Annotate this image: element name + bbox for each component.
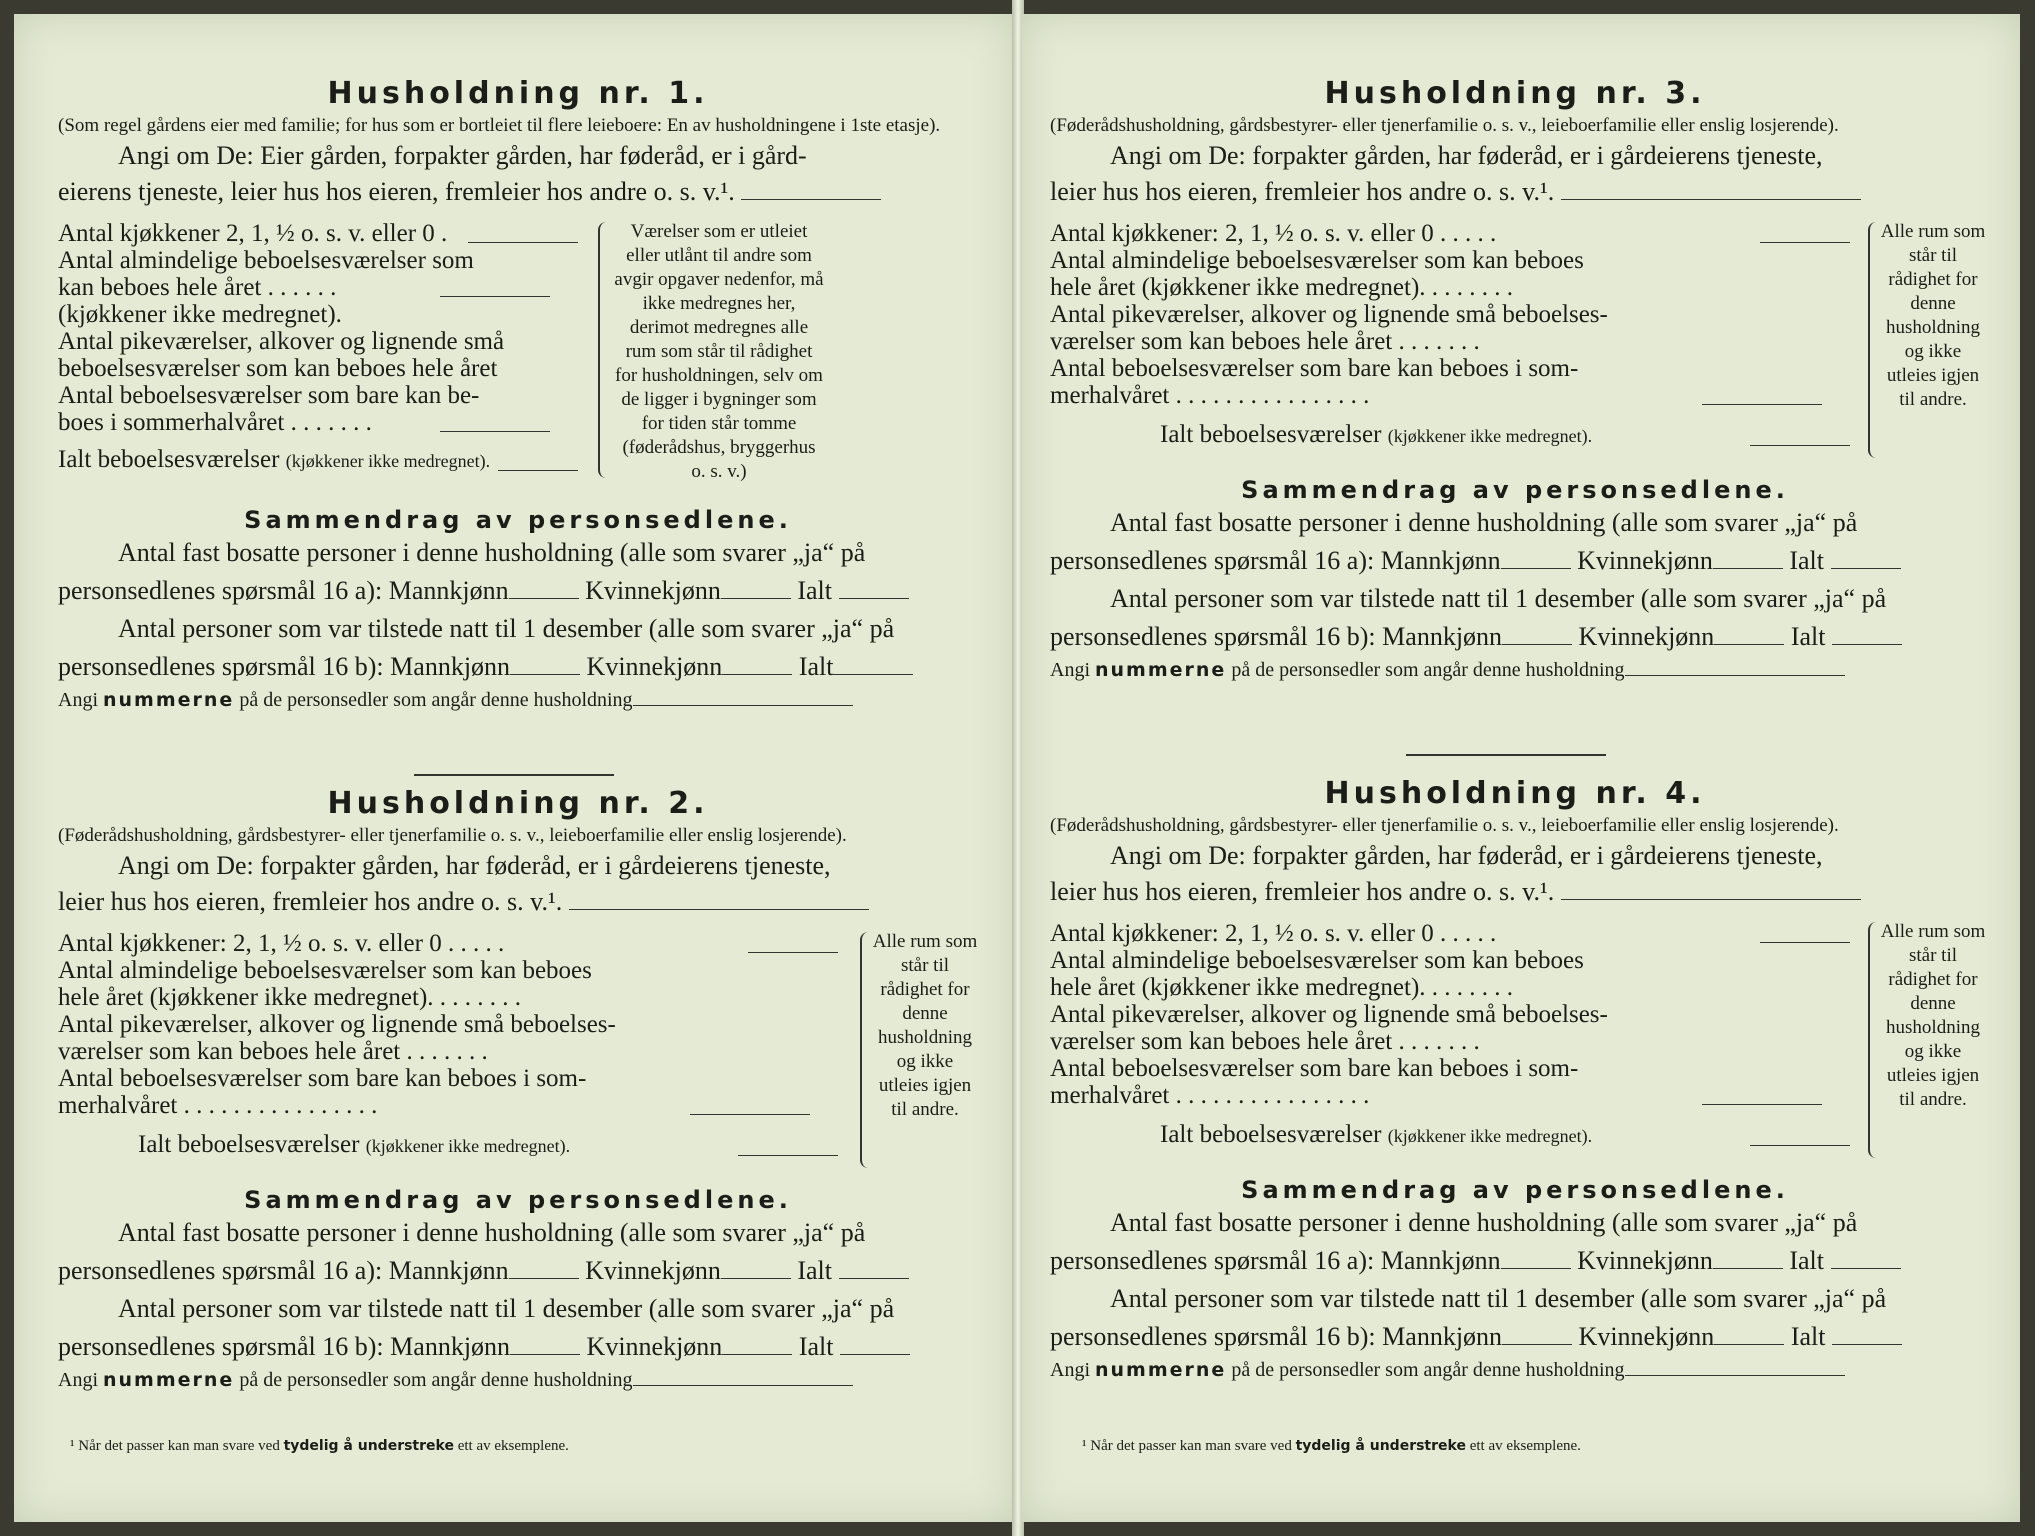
household-2 (58, 786, 978, 1394)
rooms-kitchens-line[interactable] (1760, 242, 1850, 243)
summary-resident-female-label: Kvinnekjønn (585, 1256, 721, 1285)
separator (1406, 754, 1606, 756)
summary-resident-total-label: Ialt (1789, 1246, 1825, 1275)
summary-present-intro: Antal personer som var tilstede natt til 1 desember (alle som svarer „ja“ på (1110, 1284, 1887, 1313)
nummer-bold: nummerne (1095, 1359, 1227, 1381)
angi-answer-line[interactable] (741, 199, 881, 200)
nummer-post: på de personsedler som angår denne husholdning (239, 689, 633, 711)
summary-present-male-label: personsedlenes spørsmål 16 b): Mannkjønn (58, 652, 511, 681)
resident-total-field[interactable] (839, 1278, 909, 1279)
rooms-small-1: Antal pikeværelser, alkover og lignende små beboelses- (1050, 301, 1608, 328)
angi-line-2: leier hus hos eieren, fremleier hos andre o. s. v.¹. (1050, 177, 1555, 206)
summary-resident-intro: Antal fast bosatte personer i denne husholdning (alle som svarer „ja“ på (1110, 1208, 1858, 1237)
angi-line-2: eierens tjeneste, leier hus hos eieren, fremleier hos andre o. s. v.¹. (58, 177, 735, 206)
nummer-post: på de personsedler som angår denne husholdning (1231, 1359, 1625, 1381)
footnote (1082, 1438, 1581, 1455)
household-title: Husholdning nr. 3. (1324, 76, 1706, 111)
rooms-total-line[interactable] (498, 470, 578, 471)
rooms-small-1: Antal pikeværelser, alkover og lignende små beboelses- (1050, 1001, 1608, 1028)
present-total-field[interactable] (840, 1354, 910, 1355)
resident-female-field[interactable] (1713, 1268, 1783, 1269)
side-note: Alle rum som står til rådighet for denne husholdning og ikke utleies igjen til andre. (1880, 921, 1986, 1110)
rooms-summer-line[interactable] (1702, 1104, 1822, 1105)
nummer-post: på de personsedler som angår denne husholdning (1231, 659, 1625, 681)
summary-present-total-label: Ialt (1790, 1322, 1826, 1351)
present-male-field[interactable] (510, 1354, 580, 1355)
summary-title: Sammendrag av personsedlene. (244, 506, 792, 534)
summary-resident-total-label: Ialt (797, 1256, 833, 1285)
resident-male-field[interactable] (1501, 568, 1571, 569)
summary-resident-male-label: personsedlenes spørsmål 16 a): Mannkjønn (58, 1256, 509, 1285)
household-3 (1050, 76, 1986, 684)
angi-line-1: Angi om De: forpakter gården, har føderåd, er i gårdeierens tjeneste, (1110, 141, 1823, 170)
summary-resident-male-label: personsedlenes spørsmål 16 a): Mannkjønn (1050, 546, 1501, 575)
summary-present-male-label: personsedlenes spørsmål 16 b): Mannkjønn (1050, 622, 1503, 651)
rooms-ordinary-1: Antal almindelige beboelsesværelser som (58, 247, 474, 274)
side-note: Alle rum som står til rådighet for denne husholdning og ikke utleies igjen til andre. (1880, 221, 1986, 410)
present-male-field[interactable] (1502, 644, 1572, 645)
resident-male-field[interactable] (509, 598, 579, 599)
nummer-field[interactable] (633, 1385, 853, 1386)
rooms-ordinary-2: hele året (kjøkkener ikke medregnet). . . . . . . . (58, 984, 522, 1011)
rooms-total-line[interactable] (1750, 445, 1850, 446)
rooms-small-1: Antal pikeværelser, alkover og lignende små (58, 328, 505, 355)
summary-present-female-label: Kvinnekjønn (1578, 1322, 1715, 1351)
resident-male-field[interactable] (1501, 1268, 1571, 1269)
nummer-line (1050, 1356, 1980, 1384)
angi-question (1050, 838, 1980, 910)
rooms-kitchens-label: Antal kjøkkener: 2, 1, ½ o. s. v. eller 0 . . . . . (1050, 920, 1497, 947)
summary-resident-intro: Antal fast bosatte personer i denne husholdning (alle som svarer „ja“ på (1110, 508, 1858, 537)
summary-present-total-label: Ialt (1790, 622, 1826, 651)
nummer-field[interactable] (633, 705, 853, 706)
rooms-summer-2-label: merhalvåret . . . . . . . . . . . . . . . . (58, 1092, 378, 1119)
resident-total-field[interactable] (839, 598, 909, 599)
summary-present-intro: Antal personer som var tilstede natt til 1 desember (alle som svarer „ja“ på (118, 1294, 895, 1323)
summary-block (58, 1214, 978, 1366)
summary-resident-female-label: Kvinnekjønn (585, 576, 721, 605)
left-page (14, 14, 1014, 1522)
nummer-bold: nummerne (1095, 659, 1227, 681)
summary-resident-male-label: personsedlenes spørsmål 16 a): Mannkjønn (1050, 1246, 1501, 1275)
nummer-pre: Angi (1050, 1359, 1090, 1381)
summary-present-female-label: Kvinnekjønn (1578, 622, 1715, 651)
rooms-kitchens (58, 220, 578, 247)
rooms-summer-1: Antal beboelsesværelser som bare kan beboes i som- (58, 1065, 587, 1092)
rooms-summer-line[interactable] (690, 1114, 810, 1115)
nummer-pre: Angi (1050, 659, 1090, 681)
rooms-small-2: værelser som kan beboes hele året . . . . . . . (58, 1038, 488, 1065)
rooms-kitchens-label: Antal kjøkkener: 2, 1, ½ o. s. v. eller 0 . . . . . (1050, 220, 1497, 247)
summary-title: Sammendrag av personsedlene. (1241, 1176, 1789, 1204)
separator (414, 774, 614, 776)
rooms-total-note: (kjøkkener ikke medregnet). (1387, 426, 1593, 446)
rooms-block (58, 220, 978, 490)
rooms-summer-1: Antal beboelsesværelser som bare kan be- (58, 382, 480, 409)
nummer-field[interactable] (1625, 675, 1845, 676)
rooms-total (58, 446, 578, 475)
rooms-summer-2-label: merhalvåret . . . . . . . . . . . . . . . . (1050, 1082, 1370, 1109)
summary-resident-q (58, 1256, 909, 1285)
summary-block (58, 534, 978, 686)
rooms-block (1050, 920, 1986, 1170)
angi-line-1: Angi om De: forpakter gården, har føderåd, er i gårdeierens tjeneste, (1110, 841, 1823, 870)
rooms-block (58, 930, 978, 1180)
summary-resident-female-label: Kvinnekjønn (1577, 546, 1713, 575)
summary-resident-intro: Antal fast bosatte personer i denne husholdning (alle som svarer „ja“ på (118, 538, 866, 567)
household-4 (1050, 776, 1986, 1384)
rooms-total-label: Ialt beboelsesværelser (1160, 421, 1382, 448)
rooms-small-2: beboelsesværelser som kan beboes hele året (58, 355, 498, 382)
summary-present-q (1050, 1322, 1902, 1351)
rooms-total-label: Ialt beboelsesværelser (1160, 1121, 1382, 1148)
rooms-total-line[interactable] (1750, 1145, 1850, 1146)
summary-present-q (58, 1332, 910, 1361)
summary-resident-female-label: Kvinnekjønn (1577, 1246, 1713, 1275)
resident-female-field[interactable] (721, 598, 791, 599)
summary-present-q (1050, 622, 1902, 651)
angi-question (58, 138, 978, 210)
resident-female-field[interactable] (1713, 568, 1783, 569)
footnote-post: ett av eksemplene. (1469, 1438, 1581, 1454)
summary-resident-male-label: personsedlenes spørsmål 16 a): Mannkjønn (58, 576, 509, 605)
summary-present-total-label: Ialt (798, 652, 834, 681)
household-title: Husholdning nr. 2. (327, 786, 709, 821)
rooms-total-line[interactable] (738, 1155, 838, 1156)
rooms-kitchens-line[interactable] (748, 952, 838, 953)
angi-line-1: Angi om De: forpakter gården, har føderåd, er i gårdeierens tjeneste, (118, 851, 831, 880)
angi-question (58, 848, 978, 920)
household-1 (58, 76, 978, 714)
rooms-kitchens-label: Antal kjøkkener: 2, 1, ½ o. s. v. eller 0 . . . . . (58, 930, 505, 957)
summary-resident-q (1050, 546, 1901, 575)
rooms-summer-1: Antal beboelsesværelser som bare kan beboes i som- (1050, 355, 1579, 382)
nummer-pre: Angi (58, 1369, 98, 1391)
angi-line-1: Angi om De: Eier gården, forpakter gården, har føderåd, er i gård- (118, 141, 807, 170)
present-total-field[interactable] (1832, 644, 1902, 645)
summary-resident-intro: Antal fast bosatte personer i denne husholdning (alle som svarer „ja“ på (118, 1218, 866, 1247)
present-total-field[interactable] (833, 674, 913, 675)
rooms-ordinary-2-label: kan beboes hele året . . . . . . (58, 274, 337, 301)
rooms-kitchens-label: Antal kjøkkener 2, 1, ½ o. s. v. eller 0 . (58, 220, 448, 247)
present-female-field[interactable] (722, 674, 792, 675)
footnote (70, 1438, 569, 1455)
household-note: (Føderådshusholdning, gårdsbestyrer- eller tjenerfamilie o. s. v., leieboerfamilie eller enslig losjerende). (1050, 115, 1839, 136)
rooms-summer-2 (1050, 1082, 1822, 1109)
footnote-post: ett av eksemplene. (457, 1438, 569, 1454)
rooms-total-note: (kjøkkener ikke medregnet). (365, 1136, 571, 1156)
summary-title: Sammendrag av personsedlene. (244, 1186, 792, 1214)
household-note: (Føderådshusholdning, gårdsbestyrer- eller tjenerfamilie o. s. v., leieboerfamilie eller enslig losjerende). (1050, 815, 1839, 836)
rooms-total (1050, 421, 1850, 450)
present-total-field[interactable] (1832, 1344, 1902, 1345)
rooms-summer-2-label: merhalvåret . . . . . . . . . . . . . . . . (1050, 382, 1370, 409)
rooms-total (1050, 1121, 1850, 1150)
household-title: Husholdning nr. 1. (327, 76, 709, 111)
rooms-ordinary-1: Antal almindelige beboelsesværelser som kan beboes (58, 957, 592, 984)
resident-female-field[interactable] (721, 1278, 791, 1279)
summary-resident-q (58, 576, 909, 605)
side-note: Værelser som er utleiet eller utlånt til andre som avgir opgaver nedenfor, må ikke medregnes her, derimot medregnes alle rum som står til rådighet for husholdningen, selv om de ligger i bygninger som for tiden står tomme (føderådshus, bryggerhus o. s. v.) (614, 221, 824, 482)
footnote-pre: ¹ Når det passer kan man svare ved (1082, 1438, 1292, 1454)
rooms-ordinary-1: Antal almindelige beboelsesværelser som kan beboes (1050, 247, 1584, 274)
footnote-bold: tydelig å understreke (283, 1438, 454, 1454)
summary-title: Sammendrag av personsedlene. (1241, 476, 1789, 504)
summary-present-female-label: Kvinnekjønn (586, 1332, 723, 1361)
rooms-ordinary-2 (58, 274, 550, 301)
nummer-line (58, 686, 978, 714)
rooms-summer-2 (58, 409, 550, 436)
nummer-pre: Angi (58, 689, 98, 711)
present-female-field[interactable] (1714, 1344, 1784, 1345)
rooms-kitchens-line[interactable] (468, 242, 578, 243)
summary-present-male-label: personsedlenes spørsmål 16 b): Mannkjønn (1050, 1322, 1503, 1351)
summary-resident-q (1050, 1246, 1901, 1275)
rooms-block (1050, 220, 1986, 470)
summary-present-q (58, 652, 913, 681)
rooms-summer-2 (1050, 382, 1822, 409)
summary-present-intro: Antal personer som var tilstede natt til 1 desember (alle som svarer „ja“ på (118, 614, 895, 643)
summary-present-male-label: personsedlenes spørsmål 16 b): Mannkjønn (58, 1332, 511, 1361)
rooms-total-note: (kjøkkener ikke medregnet). (285, 451, 491, 471)
rooms-total-label: Ialt beboelsesværelser (138, 1131, 360, 1158)
household-note: (Som regel gårdens eier med familie; for hus som er bortleiet til flere leieboere: En av husholdningene i 1ste etasje). (58, 115, 941, 136)
household-title: Husholdning nr. 4. (1324, 776, 1706, 811)
summary-present-intro: Antal personer som var tilstede natt til 1 desember (alle som svarer „ja“ på (1110, 584, 1887, 613)
angi-answer-line[interactable] (569, 909, 869, 910)
rooms-small-2: værelser som kan beboes hele året . . . . . . . (1050, 1028, 1480, 1055)
rooms-summer-line[interactable] (1702, 404, 1822, 405)
rooms-small-1: Antal pikeværelser, alkover og lignende små beboelses- (58, 1011, 616, 1038)
resident-total-field[interactable] (1831, 568, 1901, 569)
rooms-ordinary-2: hele året (kjøkkener ikke medregnet). . . . . . . . (1050, 274, 1514, 301)
side-note: Alle rum som står til rådighet for denne husholdning og ikke utleies igjen til andre. (872, 931, 978, 1120)
angi-line-2: leier hus hos eieren, fremleier hos andre o. s. v.¹. (1050, 877, 1555, 906)
angi-question (1050, 138, 1980, 210)
summary-present-female-label: Kvinnekjønn (586, 652, 723, 681)
present-female-field[interactable] (1714, 644, 1784, 645)
nummer-line (58, 1366, 978, 1394)
rooms-total-label: Ialt beboelsesværelser (58, 446, 280, 473)
nummer-field[interactable] (1625, 1375, 1845, 1376)
present-male-field[interactable] (510, 674, 580, 675)
angi-line-2: leier hus hos eieren, fremleier hos andre o. s. v.¹. (58, 887, 563, 916)
rooms-summer-2 (58, 1092, 810, 1119)
footnote-bold: tydelig å understreke (1295, 1438, 1466, 1454)
summary-resident-total-label: Ialt (797, 576, 833, 605)
nummer-bold: nummerne (103, 689, 235, 711)
rooms-ordinary-1: Antal almindelige beboelsesværelser som kan beboes (1050, 947, 1584, 974)
rooms-small-2: værelser som kan beboes hele året . . . . . . . (1050, 328, 1480, 355)
brace-icon (598, 222, 610, 478)
rooms-kitchens-line[interactable] (1760, 942, 1850, 943)
rooms-kitchens (58, 930, 838, 957)
rooms-total-note: (kjøkkener ikke medregnet). (1387, 1126, 1593, 1146)
rooms-summer-line[interactable] (440, 431, 550, 432)
rooms-kitchens (1050, 220, 1850, 247)
household-note: (Føderådshusholdning, gårdsbestyrer- eller tjenerfamilie o. s. v., leieboerfamilie eller enslig losjerende). (58, 825, 847, 846)
rooms-ordinary-note: (kjøkkener ikke medregnet). (58, 301, 342, 328)
resident-total-field[interactable] (1831, 1268, 1901, 1269)
right-page (1022, 14, 2020, 1522)
nummer-line (1050, 656, 1980, 684)
rooms-summer-1: Antal beboelsesværelser som bare kan beboes i som- (1050, 1055, 1579, 1082)
rooms-total (58, 1131, 838, 1160)
summary-present-total-label: Ialt (798, 1332, 834, 1361)
rooms-ordinary-2: hele året (kjøkkener ikke medregnet). . . . . . . . (1050, 974, 1514, 1001)
summary-resident-total-label: Ialt (1789, 546, 1825, 575)
present-male-field[interactable] (1502, 1344, 1572, 1345)
footnote-pre: ¹ Når det passer kan man svare ved (70, 1438, 280, 1454)
summary-block (1050, 504, 1980, 656)
angi-answer-line[interactable] (1561, 899, 1861, 900)
summary-block (1050, 1204, 1980, 1356)
rooms-summer-2-label: boes i sommerhalvåret . . . . . . . (58, 409, 372, 436)
resident-male-field[interactable] (509, 1278, 579, 1279)
rooms-ordinary-line[interactable] (440, 296, 550, 297)
rooms-kitchens (1050, 920, 1850, 947)
nummer-post: på de personsedler som angår denne husholdning (239, 1369, 633, 1391)
present-female-field[interactable] (722, 1354, 792, 1355)
nummer-bold: nummerne (103, 1369, 235, 1391)
angi-answer-line[interactable] (1561, 199, 1861, 200)
